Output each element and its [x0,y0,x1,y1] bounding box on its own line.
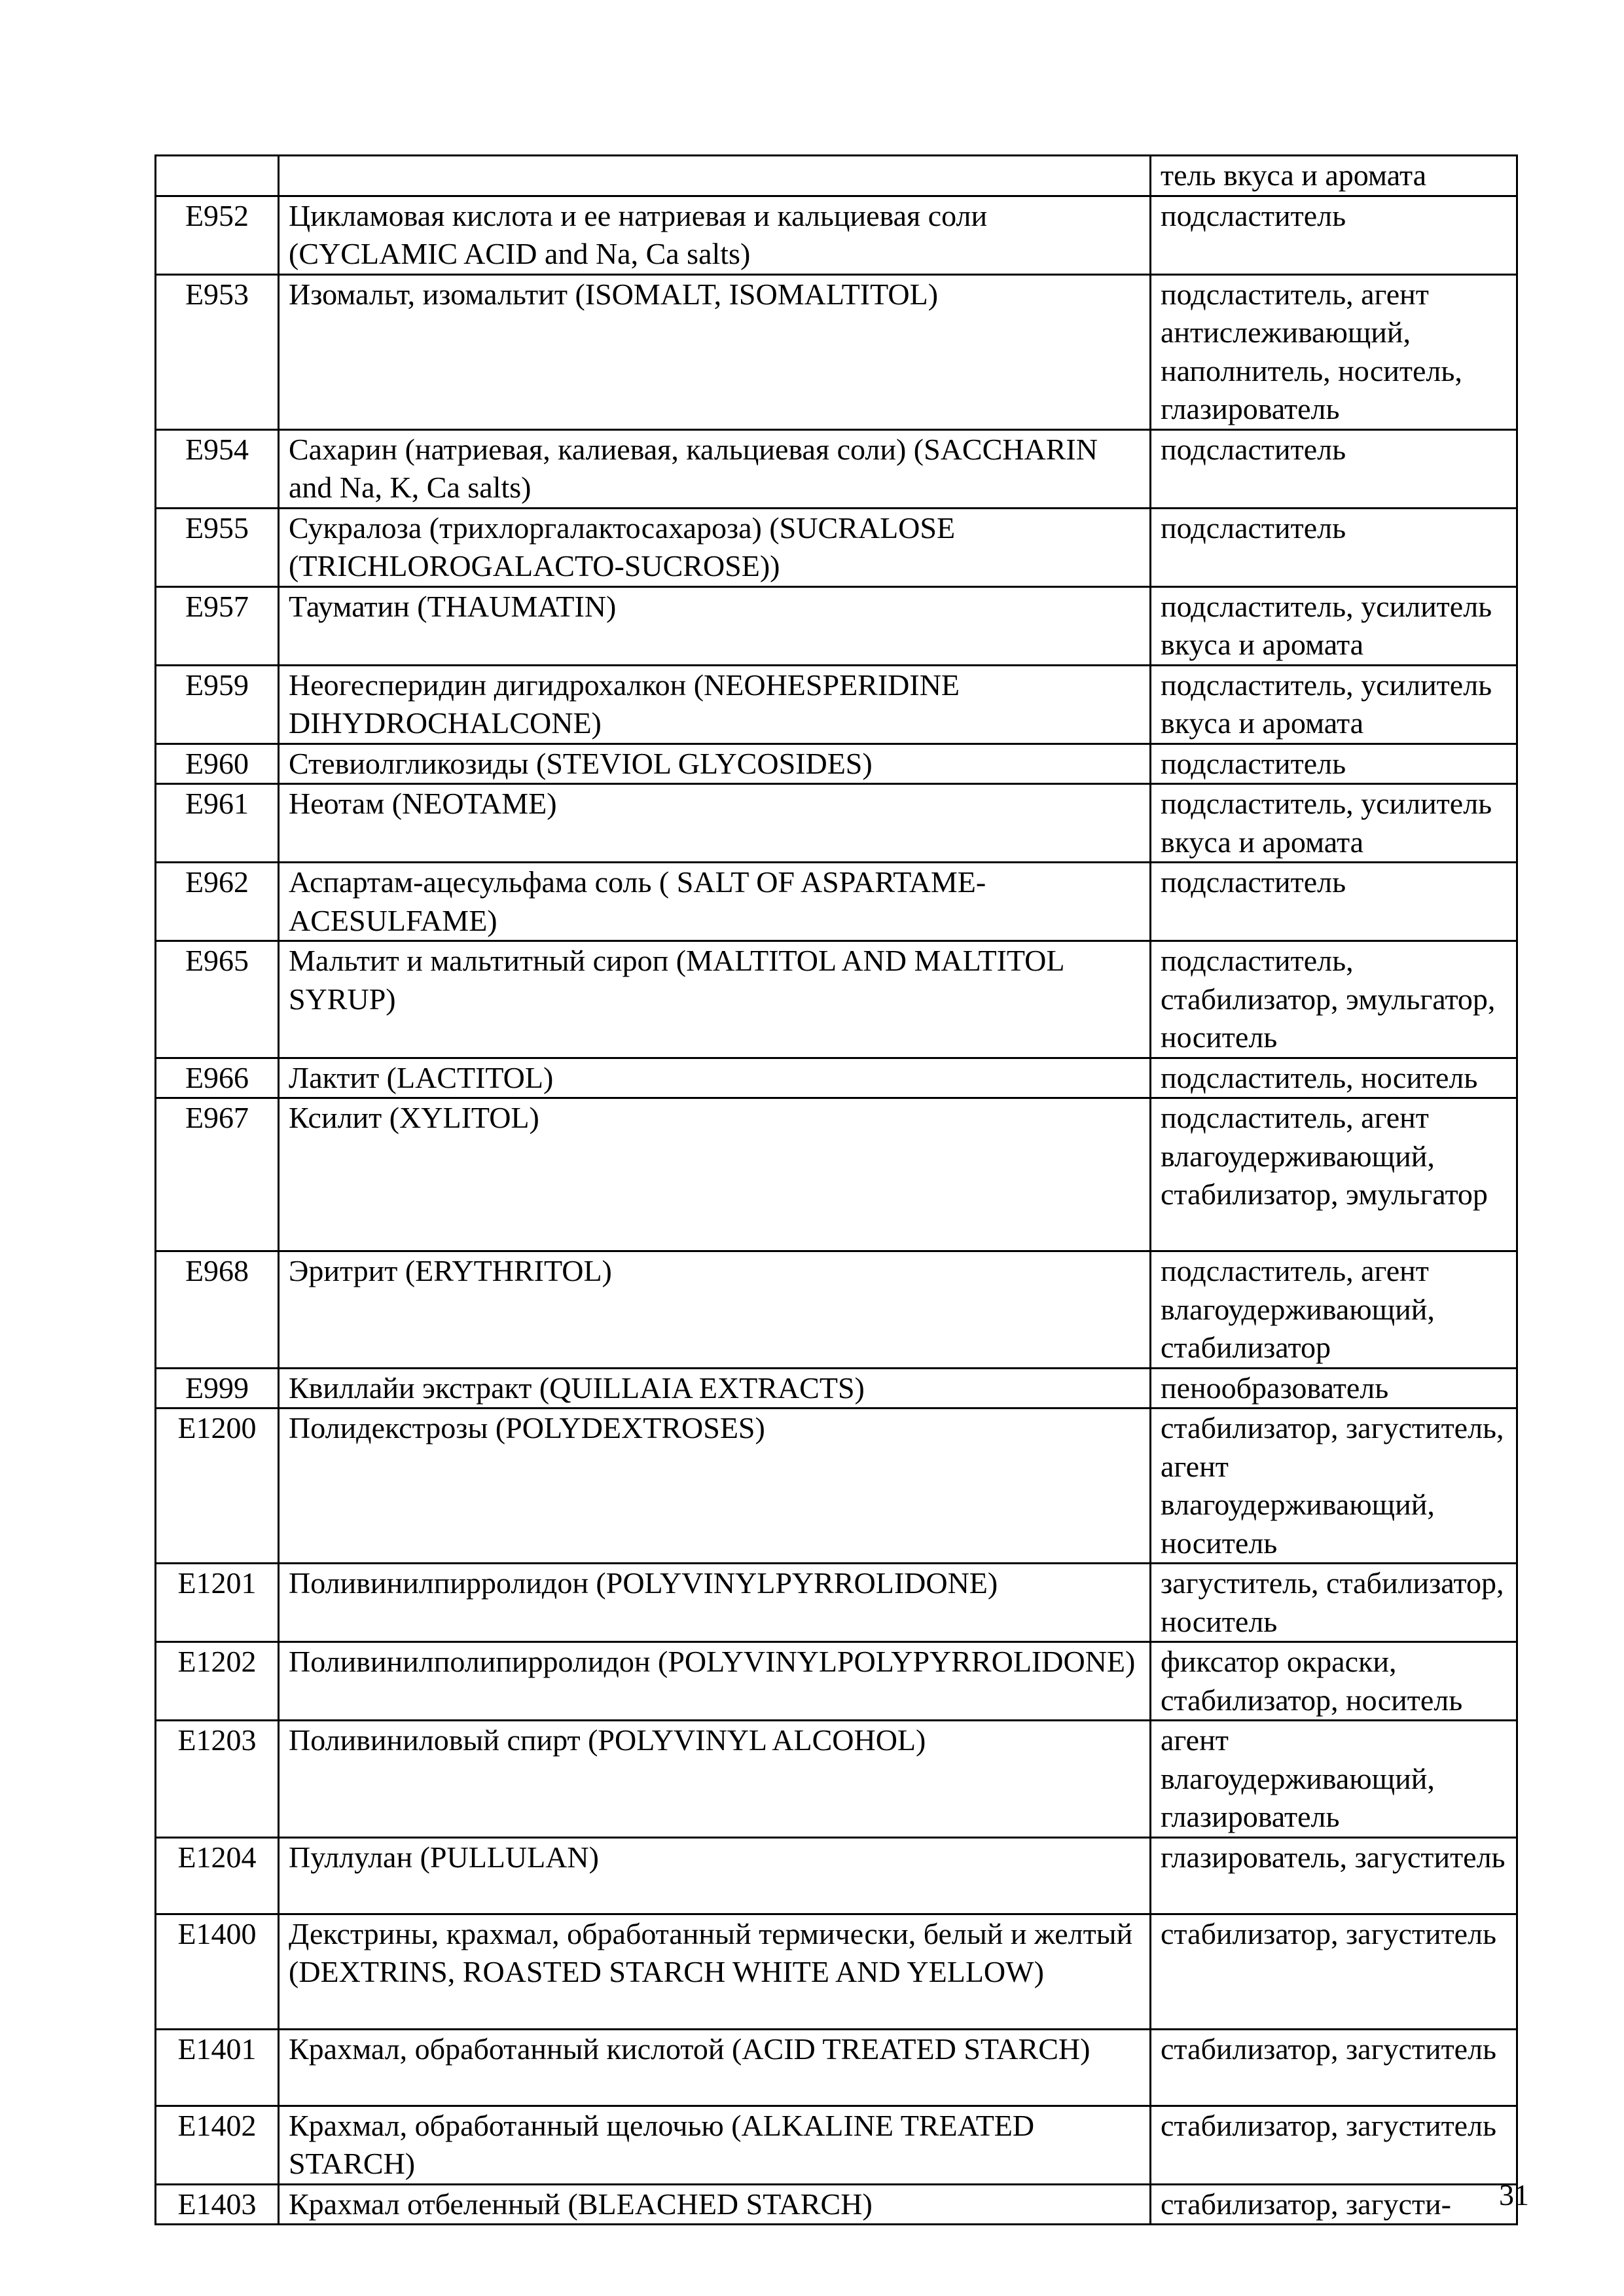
code-cell: E952 [156,196,279,274]
name-cell: Ксилит (XYLITOL) [279,1098,1151,1251]
function-cell: подсластитель, носитель [1151,1058,1517,1098]
table-row [156,784,1517,863]
table-row [156,196,1517,274]
table-row [156,2184,1517,2225]
code-cell: E1402 [156,2106,279,2184]
code-cell: E1203 [156,1721,279,1838]
name-cell: Цикламовая кислота и ее натриевая и кальциевая соли (CYCLAMIC ACID and Na, Ca salts) [279,196,1151,274]
table-row [156,2106,1517,2184]
function-cell: подсластитель, стабилизатор, эмульгатор, носитель [1151,941,1517,1058]
name-cell: Квиллайи экстракт (QUILLAIA EXTRACTS) [279,1368,1151,1408]
name-cell: Полидекстрозы (POLYDEXTROSES) [279,1408,1151,1564]
table-row [156,274,1517,429]
table-row [156,586,1517,665]
code-cell: E962 [156,863,279,941]
function-cell: подсластитель [1151,744,1517,784]
code-cell: E959 [156,665,279,744]
code-cell: E961 [156,784,279,863]
name-cell: Поливинилполипирролидон (POLYVINYLPOLYPYRROLIDONE) [279,1642,1151,1721]
page-number: 31 [1499,2178,1529,2212]
function-cell: подсластитель [1151,429,1517,508]
name-cell: Мальтит и мальтитный сироп (MALTITOL AND MALTITOL SYRUP) [279,941,1151,1058]
table-row [156,1058,1517,1098]
name-cell: Сахарин (натриевая, калиевая, кальциевая соли) (SACCHARIN and Na, K, Ca salts) [279,429,1151,508]
function-cell: подсластитель, усилитель вкуса и аромата [1151,784,1517,863]
name-cell: Стевиолгликозиды (STEVIOL GLYCOSIDES) [279,744,1151,784]
table-row [156,2029,1517,2106]
table-row [156,1914,1517,2029]
code-cell: E1401 [156,2029,279,2106]
code-cell: E1202 [156,1642,279,1721]
name-cell: Декстрины, крахмал, обработанный термически, белый и желтый (DEXTRINS, ROASTED STARCH WHITE AND YELLOW) [279,1914,1151,2029]
code-cell: E957 [156,586,279,665]
table-row [156,1642,1517,1721]
name-cell: Поливинилпирролидон (POLYVINYLPYRROLIDONE) [279,1564,1151,1642]
name-cell: Сукралоза (трихлоргалактосахароза) (SUCRALOSE (TRICHLOROGALACTO-SUCROSE)) [279,508,1151,586]
name-cell: Неотам (NEOTAME) [279,784,1151,863]
code-cell: E960 [156,744,279,784]
table-row [156,156,1517,196]
table-row [156,1564,1517,1642]
table-row [156,1098,1517,1251]
table-row [156,1721,1517,1838]
name-cell: Поливиниловый спирт (POLYVINYL ALCOHOL) [279,1721,1151,1838]
table-body [156,156,1517,2225]
function-cell: стабилизатор, загуститель [1151,2106,1517,2184]
name-cell: Аспартам-ацесульфама соль ( SALT OF ASPARTAME-ACESULFAME) [279,863,1151,941]
code-cell [156,156,279,196]
table-row [156,508,1517,586]
code-cell: E955 [156,508,279,586]
function-cell: агент влагоудерживающий, глазирователь [1151,1721,1517,1838]
function-cell: стабилизатор, загуститель, агент влагоудерживающий, носитель [1151,1408,1517,1564]
additives-table [154,154,1518,2225]
code-cell: E968 [156,1251,279,1369]
code-cell: E967 [156,1098,279,1251]
name-cell: Изомальт, изомальтит (ISOMALT, ISOMALTITOL) [279,274,1151,429]
name-cell: Лактит (LACTITOL) [279,1058,1151,1098]
function-cell: подсластитель, усилитель вкуса и аромата [1151,665,1517,744]
name-cell [279,156,1151,196]
function-cell: глазирователь, загуститель [1151,1837,1517,1914]
name-cell: Эритрит (ERYTHRITOL) [279,1251,1151,1369]
name-cell: Тауматин (THAUMATIN) [279,586,1151,665]
table-row [156,1368,1517,1408]
code-cell: E965 [156,941,279,1058]
table-row [156,941,1517,1058]
table-row [156,863,1517,941]
name-cell: Крахмал отбеленный (BLEACHED STARCH) [279,2184,1151,2225]
function-cell: тель вкуса и аромата [1151,156,1517,196]
function-cell: стабилизатор, загусти- [1151,2184,1517,2225]
name-cell: Пуллулан (PULLULAN) [279,1837,1151,1914]
function-cell: стабилизатор, загуститель [1151,2029,1517,2106]
name-cell: Крахмал, обработанный кислотой (ACID TREATED STARCH) [279,2029,1151,2106]
code-cell: E1200 [156,1408,279,1564]
function-cell: подсластитель [1151,863,1517,941]
name-cell: Неогесперидин дигидрохалкон (NEOHESPERIDINE DIHYDROCHALCONE) [279,665,1151,744]
function-cell: подсластитель, агент антислеживающий, наполнитель, носитель, глазирователь [1151,274,1517,429]
code-cell: E1201 [156,1564,279,1642]
function-cell: загуститель, стабилизатор, носитель [1151,1564,1517,1642]
table-row [156,744,1517,784]
code-cell: E1204 [156,1837,279,1914]
function-cell: подсластитель, усилитель вкуса и аромата [1151,586,1517,665]
code-cell: E1403 [156,2184,279,2225]
function-cell: подсластитель, агент влагоудерживающий, стабилизатор, эмульгатор [1151,1098,1517,1251]
function-cell: подсластитель [1151,508,1517,586]
table-row [156,429,1517,508]
code-cell: E966 [156,1058,279,1098]
table-row [156,1251,1517,1369]
code-cell: E1400 [156,1914,279,2029]
function-cell: подсластитель [1151,196,1517,274]
table-row [156,1408,1517,1564]
function-cell: пенообразователь [1151,1368,1517,1408]
function-cell: стабилизатор, загуститель [1151,1914,1517,2029]
code-cell: E954 [156,429,279,508]
name-cell: Крахмал, обработанный щелочью (ALKALINE TREATED STARCH) [279,2106,1151,2184]
table-row [156,665,1517,744]
function-cell: фиксатор окраски, стабилизатор, носитель [1151,1642,1517,1721]
function-cell: подсластитель, агент влагоудерживающий, стабилизатор [1151,1251,1517,1369]
code-cell: E999 [156,1368,279,1408]
table-row [156,1837,1517,1914]
code-cell: E953 [156,274,279,429]
